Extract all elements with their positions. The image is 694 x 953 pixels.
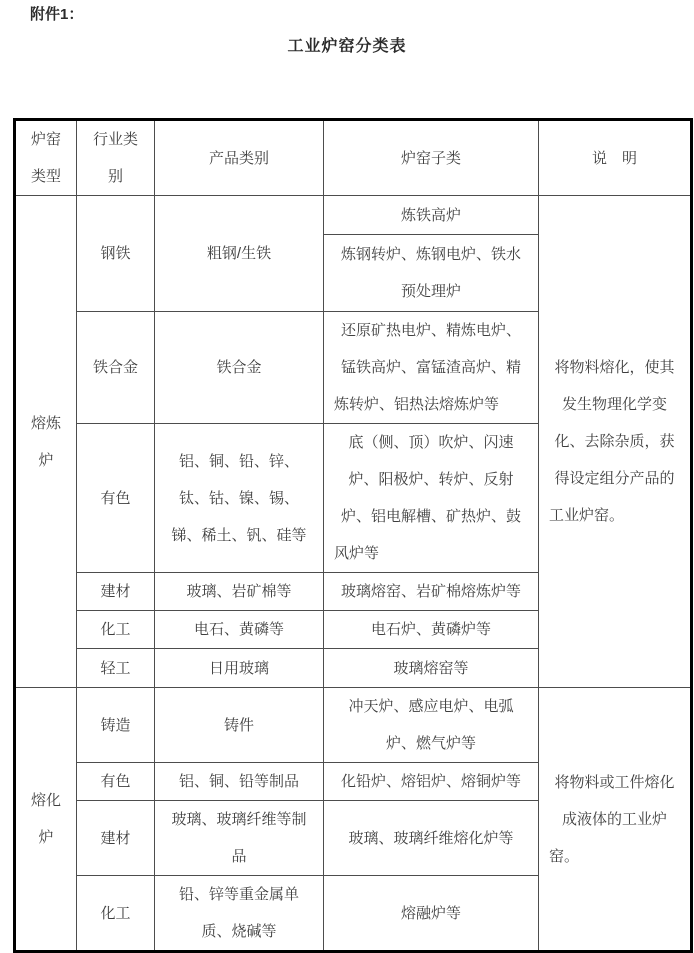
product-cell-chemical: 电石、黄磷等 bbox=[155, 611, 324, 649]
header-furnace-type: 炉窑类型 bbox=[15, 120, 77, 196]
page-title: 工业炉窑分类表 bbox=[287, 38, 407, 55]
subtype-cell-chemical-2: 熔融炉等 bbox=[324, 876, 539, 952]
attachment-label: 附件1： bbox=[30, 6, 84, 23]
subtype-cell-building-materials: 玻璃熔窑、岩矿棉熔炼炉等 bbox=[324, 573, 539, 611]
industry-cell-chemical: 化工 bbox=[77, 611, 155, 649]
table-container bbox=[13, 118, 694, 953]
industry-cell-light-industry: 轻工 bbox=[77, 649, 155, 688]
header-product: 产品类别 bbox=[155, 120, 324, 196]
furnace-type-cell-melting: 熔化炉 bbox=[15, 688, 77, 952]
subtype-cell-light-industry: 玻璃熔窑等 bbox=[324, 649, 539, 688]
product-cell-steel: 粗钢/生铁 bbox=[155, 196, 324, 312]
header-row bbox=[15, 120, 692, 196]
product-cell-nonferrous: 铝、铜、铅、锌、钛、钴、镍、锡、锑、稀土、钒、硅等 bbox=[155, 424, 324, 573]
subtype-cell-nonferrous-2: 化铅炉、熔铝炉、熔铜炉等 bbox=[324, 763, 539, 801]
industry-cell-steel: 钢铁 bbox=[77, 196, 155, 312]
subtype-cell-ironmaking: 炼铁高炉 bbox=[324, 196, 539, 235]
industry-cell-nonferrous: 有色 bbox=[77, 424, 155, 573]
product-cell-ferroalloy: 铁合金 bbox=[155, 312, 324, 424]
description-cell-melting: 将物料或工件熔化成液体的工业炉窑。 bbox=[539, 688, 692, 952]
industry-cell-casting: 铸造 bbox=[77, 688, 155, 763]
description-cell-smelting: 将物料熔化，使其发生物理化学变化、去除杂质，获得设定组分产品的工业炉窑。 bbox=[539, 196, 692, 688]
product-cell-light-industry: 日用玻璃 bbox=[155, 649, 324, 688]
industry-cell-chemical-2: 化工 bbox=[77, 876, 155, 952]
industry-cell-nonferrous-2: 有色 bbox=[77, 763, 155, 801]
furnace-classification-table bbox=[13, 118, 693, 953]
subtype-cell-steelmaking: 炼钢转炉、炼钢电炉、铁水预处理炉 bbox=[324, 235, 539, 312]
subtype-cell-nonferrous: 底（侧、顶）吹炉、闪速炉、阳极炉、转炉、反射炉、铝电解槽、矿热炉、鼓风炉等 bbox=[324, 424, 539, 573]
subtype-cell-casting: 冲天炉、感应电炉、电弧炉、燃气炉等 bbox=[324, 688, 539, 763]
header-subtype: 炉窑子类 bbox=[324, 120, 539, 196]
product-cell-building-materials: 玻璃、岩矿棉等 bbox=[155, 573, 324, 611]
product-cell-casting: 铸件 bbox=[155, 688, 324, 763]
document-page bbox=[0, 6, 694, 953]
industry-cell-building-materials: 建材 bbox=[77, 573, 155, 611]
subtype-cell-building-materials-2: 玻璃、玻璃纤维熔化炉等 bbox=[324, 801, 539, 876]
table-row bbox=[15, 688, 692, 763]
header-industry: 行业类别 bbox=[77, 120, 155, 196]
product-cell-building-materials-2: 玻璃、玻璃纤维等制品 bbox=[155, 801, 324, 876]
product-cell-chemical-2: 铅、锌等重金属单质、烧碱等 bbox=[155, 876, 324, 952]
industry-cell-ferroalloy: 铁合金 bbox=[77, 312, 155, 424]
industry-cell-building-materials-2: 建材 bbox=[77, 801, 155, 876]
product-cell-nonferrous-2: 铝、铜、铅等制品 bbox=[155, 763, 324, 801]
subtype-cell-ferroalloy: 还原矿热电炉、精炼电炉、锰铁高炉、富锰渣高炉、精炼转炉、铝热法熔炼炉等 bbox=[324, 312, 539, 424]
header-description: 说 明 bbox=[539, 120, 692, 196]
table-row bbox=[15, 196, 692, 235]
furnace-type-cell-smelting: 熔炼炉 bbox=[15, 196, 77, 688]
subtype-cell-chemical: 电石炉、黄磷炉等 bbox=[324, 611, 539, 649]
